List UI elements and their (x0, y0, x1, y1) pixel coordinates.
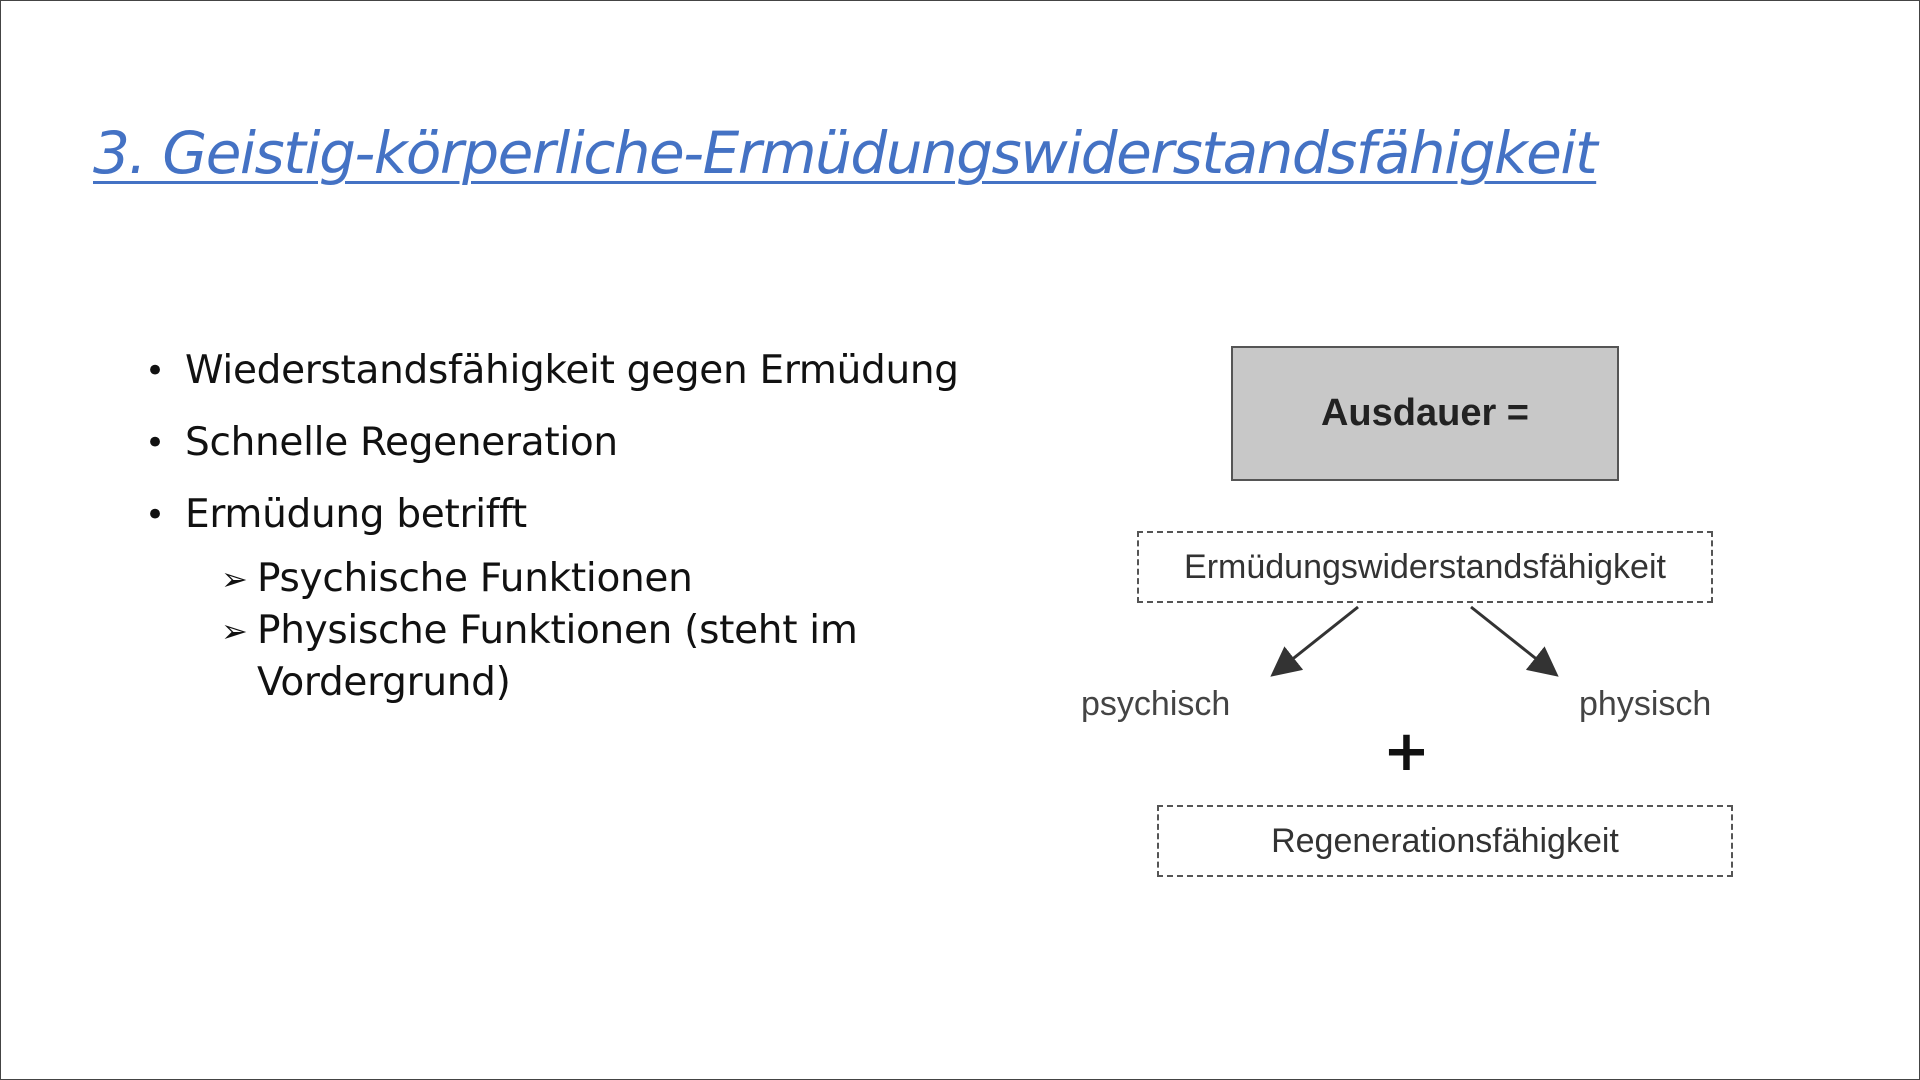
bullet-item (145, 417, 985, 469)
physisch-label: physisch (1579, 685, 1712, 723)
arrow-right-icon (1471, 607, 1554, 673)
bullet-dot-icon: • (145, 495, 165, 535)
plus-sign: + (1383, 719, 1430, 784)
arrow-bullet-icon: ➢ (221, 612, 248, 650)
sub-bullet-text: Psychische Funktionen (257, 556, 693, 601)
ausdauer-box: Ausdauer = (1231, 346, 1619, 481)
bullet-text: Wiederstandsfähigkeit gegen Ermüdung (185, 348, 959, 393)
arrow-bullet-icon: ➢ (221, 560, 248, 598)
bullet-item (145, 489, 985, 541)
psychisch-label: psychisch (1081, 685, 1231, 723)
bullet-dot-icon: • (145, 423, 165, 463)
endurance-diagram (1061, 331, 1761, 891)
sub-bullet-text: Physische Funktionen (steht im Vordergrund) (257, 608, 858, 705)
arrow-left-icon (1275, 607, 1358, 673)
diagram-arrows (1061, 331, 1761, 731)
slide-title: 3. Geistig-körperliche-Ermüdungswiderstandsfähigkeit (93, 119, 1597, 187)
regeneration-box: Regenerationsfähigkeit (1157, 805, 1733, 877)
bullet-text: Ermüdung betrifft (185, 492, 527, 537)
bullet-item (145, 345, 985, 397)
bullet-text: Schnelle Regeneration (185, 420, 618, 465)
ermuedungswiderstand-box: Ermüdungswiderstandsfähigkeit (1137, 531, 1713, 603)
sub-bullet-list (145, 553, 985, 709)
bullet-dot-icon: • (145, 351, 165, 391)
sub-bullet-item (221, 605, 985, 709)
bullet-list (145, 345, 985, 709)
sub-bullet-item (221, 553, 985, 605)
